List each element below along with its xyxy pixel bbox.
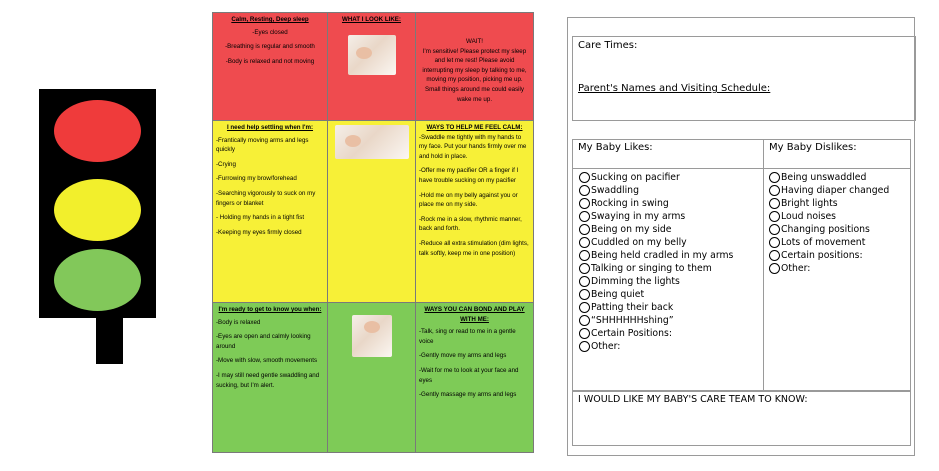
care-form	[567, 17, 915, 456]
checklist-item[interactable]	[579, 236, 733, 249]
calming-list	[419, 133, 530, 259]
list-item: -Crying	[216, 160, 236, 168]
checklist-label: Changing positions	[781, 224, 870, 235]
dislikes-list	[769, 171, 889, 275]
checklist-item[interactable]	[579, 223, 733, 236]
bonding-cell	[416, 303, 533, 453]
sleep-cues-list	[216, 28, 324, 67]
checklist-item[interactable]	[579, 262, 733, 275]
list-item: -Body is relaxed	[216, 318, 261, 326]
radio-circle-icon[interactable]	[579, 198, 590, 209]
row-settling	[213, 121, 533, 303]
list-item: -Wait for me to look at your face and eyes	[419, 367, 519, 384]
checklist-item[interactable]	[579, 340, 733, 353]
checklist-label: Certain positions:	[781, 250, 863, 261]
radio-circle-icon[interactable]	[769, 211, 780, 222]
checklist-item[interactable]	[769, 210, 889, 223]
list-item: -Swaddle me tightly with my hands to my face. Put your hands firmly over me and hold in place.	[419, 133, 527, 160]
traffic-light	[39, 89, 156, 318]
radio-circle-icon[interactable]	[579, 289, 590, 300]
checklist-label: Being on my side	[591, 224, 672, 235]
checklist-item[interactable]	[579, 314, 733, 327]
checklist-label: Being unswaddled	[781, 172, 867, 183]
checklist-label: Having diaper changed	[781, 185, 890, 196]
checklist-item[interactable]	[579, 249, 733, 262]
sleep-cues-cell	[213, 13, 328, 121]
checklist-label: Cuddled on my belly	[591, 237, 687, 248]
list-item: -Gently massage my arms and legs	[419, 391, 517, 399]
radio-circle-icon[interactable]	[579, 237, 590, 248]
checklist-label: Being quiet	[591, 289, 645, 300]
list-item: -Move with slow, smooth movements	[216, 357, 318, 365]
baby-cues-chart	[212, 12, 534, 453]
bonding-header: WAYS YOU CAN BOND AND PLAY WITH ME:	[424, 306, 525, 323]
checklist-item[interactable]	[579, 171, 733, 184]
radio-circle-icon[interactable]	[579, 211, 590, 222]
care-team-label: I WOULD LIKE MY BABY'S CARE TEAM TO KNOW:	[578, 394, 808, 405]
radio-circle-icon[interactable]	[769, 237, 780, 248]
radio-circle-icon[interactable]	[579, 172, 590, 183]
settling-cues-header: I need help settling when I'm:	[226, 124, 314, 131]
bonding-list	[419, 327, 530, 400]
radio-circle-icon[interactable]	[579, 302, 590, 313]
list-item: -Offer me my pacifier OR a finger if I have trouble sucking on my pacifier	[419, 167, 519, 185]
radio-circle-icon[interactable]	[579, 276, 590, 287]
yellow-light	[54, 179, 141, 241]
likes-title: My Baby Likes:	[578, 142, 653, 153]
list-item: -Eyes are open and calmly looking around	[216, 333, 311, 350]
sleep-advice-cell	[416, 13, 533, 121]
checklist-label: Loud noises	[781, 211, 837, 222]
radio-circle-icon[interactable]	[579, 328, 590, 339]
radio-circle-icon[interactable]	[769, 185, 780, 196]
list-item: - Holding my hands in a tight fist	[216, 214, 305, 222]
checklist-label: Lots of movement	[781, 237, 866, 248]
checklist-label: Swaddling	[591, 185, 639, 196]
radio-circle-icon[interactable]	[579, 250, 590, 261]
checklist-item[interactable]	[579, 327, 733, 340]
checklist-item[interactable]	[579, 288, 733, 301]
checklist-item[interactable]	[579, 197, 733, 210]
list-item: -Reduce all extra stimulation (dim lights, talk softly, keep me in one position)	[419, 240, 529, 257]
traffic-light-pole	[96, 318, 123, 364]
checklist-item[interactable]	[769, 223, 889, 236]
likes-list	[579, 171, 733, 353]
dislikes-box	[763, 139, 911, 391]
checklist-label: Sucking on pacifier	[591, 172, 680, 183]
checklist-label: Other:	[781, 263, 811, 274]
care-times-label: Care Times:	[578, 40, 638, 51]
radio-circle-icon[interactable]	[769, 224, 780, 235]
radio-circle-icon[interactable]	[769, 198, 780, 209]
red-light	[54, 100, 141, 162]
checklist-label: “SHHHHHHshing”	[591, 315, 674, 326]
list-item: -Gently move my arms and legs	[419, 352, 507, 360]
crying-baby-photo	[335, 125, 409, 159]
list-item: -Rock me in a slow, rhythmic manner, back and forth.	[419, 215, 522, 233]
checklist-item[interactable]	[579, 301, 733, 314]
checklist-item[interactable]	[769, 249, 889, 262]
radio-circle-icon[interactable]	[579, 224, 590, 235]
checklist-item[interactable]	[579, 275, 733, 288]
checklist-label: Being held cradled in my arms	[591, 250, 734, 261]
sleep-photo-cell	[328, 13, 416, 121]
checklist-item[interactable]	[579, 210, 733, 223]
alert-baby-photo	[352, 315, 392, 357]
green-light	[54, 249, 141, 311]
radio-circle-icon[interactable]	[579, 341, 590, 352]
list-item: -I may still need gentle swaddling and sucking, but I'm alert.	[216, 372, 320, 389]
radio-circle-icon[interactable]	[579, 263, 590, 274]
settling-cues-list	[216, 136, 324, 238]
checklist-label: Rocking in swing	[591, 198, 669, 209]
list-item: -Body is relaxed and not moving	[225, 57, 315, 65]
list-item: -Breathing is regular and smooth	[225, 43, 315, 51]
radio-circle-icon[interactable]	[579, 185, 590, 196]
checklist-label: Patting their back	[591, 302, 674, 313]
checklist-item[interactable]	[769, 184, 889, 197]
radio-circle-icon[interactable]	[769, 250, 780, 261]
checklist-label: Dimming the lights	[591, 276, 680, 287]
calming-cell	[416, 121, 533, 303]
row-sleep	[213, 13, 533, 121]
list-item: -Hold me on my belly against you or place me on my side.	[419, 191, 518, 209]
settling-cues-cell	[213, 121, 328, 303]
list-item: -Talk, sing or read to me in a gentle voice	[419, 328, 516, 345]
care-team-box	[572, 391, 911, 446]
checklist-item[interactable]	[769, 197, 889, 210]
sleep-advice-text: WAIT! I'm sensitive! Please protect my sleep and let me rest! Please avoid interrupting my sleep by talking to me, moving my position, picking me up. Small things around me could easily wake me up.	[422, 38, 527, 103]
checklist-label: Certain Positions:	[591, 328, 672, 339]
list-item: -Furrowing my brow/forehead	[216, 175, 297, 183]
alert-cues-list	[216, 318, 324, 391]
checklist-item[interactable]	[769, 236, 889, 249]
alert-cues-header: I'm ready to get to know you when:	[218, 306, 322, 313]
radio-circle-icon[interactable]	[579, 315, 590, 326]
checklist-label: Other:	[591, 341, 621, 352]
radio-circle-icon[interactable]	[769, 172, 780, 183]
settling-photo-cell	[328, 121, 416, 303]
calming-header: WAYS TO HELP ME FEEL CALM:	[426, 124, 523, 131]
checklist-item[interactable]	[769, 262, 889, 275]
care-times-box	[572, 36, 916, 121]
checklist-label: Bright lights	[781, 198, 838, 209]
dislikes-title: My Baby Dislikes:	[769, 142, 857, 153]
list-item: -Frantically moving arms and legs quickly	[216, 136, 309, 154]
radio-circle-icon[interactable]	[769, 263, 780, 274]
sleeping-baby-photo	[348, 35, 396, 75]
list-item: -Searching vigorously to suck on my fingers or blanket	[216, 190, 316, 207]
row-alert	[213, 303, 533, 453]
look-like-header: WHAT I LOOK LIKE:	[341, 16, 401, 23]
alert-cues-cell	[213, 303, 328, 453]
parents-label: Parent's Names and Visiting Schedule:	[578, 83, 771, 94]
checklist-item[interactable]	[579, 184, 733, 197]
alert-photo-cell	[328, 303, 416, 453]
checklist-label: Talking or singing to them	[591, 263, 712, 274]
checklist-label: Swaying in my arms	[591, 211, 686, 222]
checklist-item[interactable]	[769, 171, 889, 184]
sleep-cues-header: Calm, Resting, Deep sleep	[231, 16, 309, 23]
list-item: -Keeping my eyes firmly closed	[216, 228, 302, 236]
likes-box	[572, 139, 763, 391]
list-item: -Eyes closed	[252, 28, 288, 36]
